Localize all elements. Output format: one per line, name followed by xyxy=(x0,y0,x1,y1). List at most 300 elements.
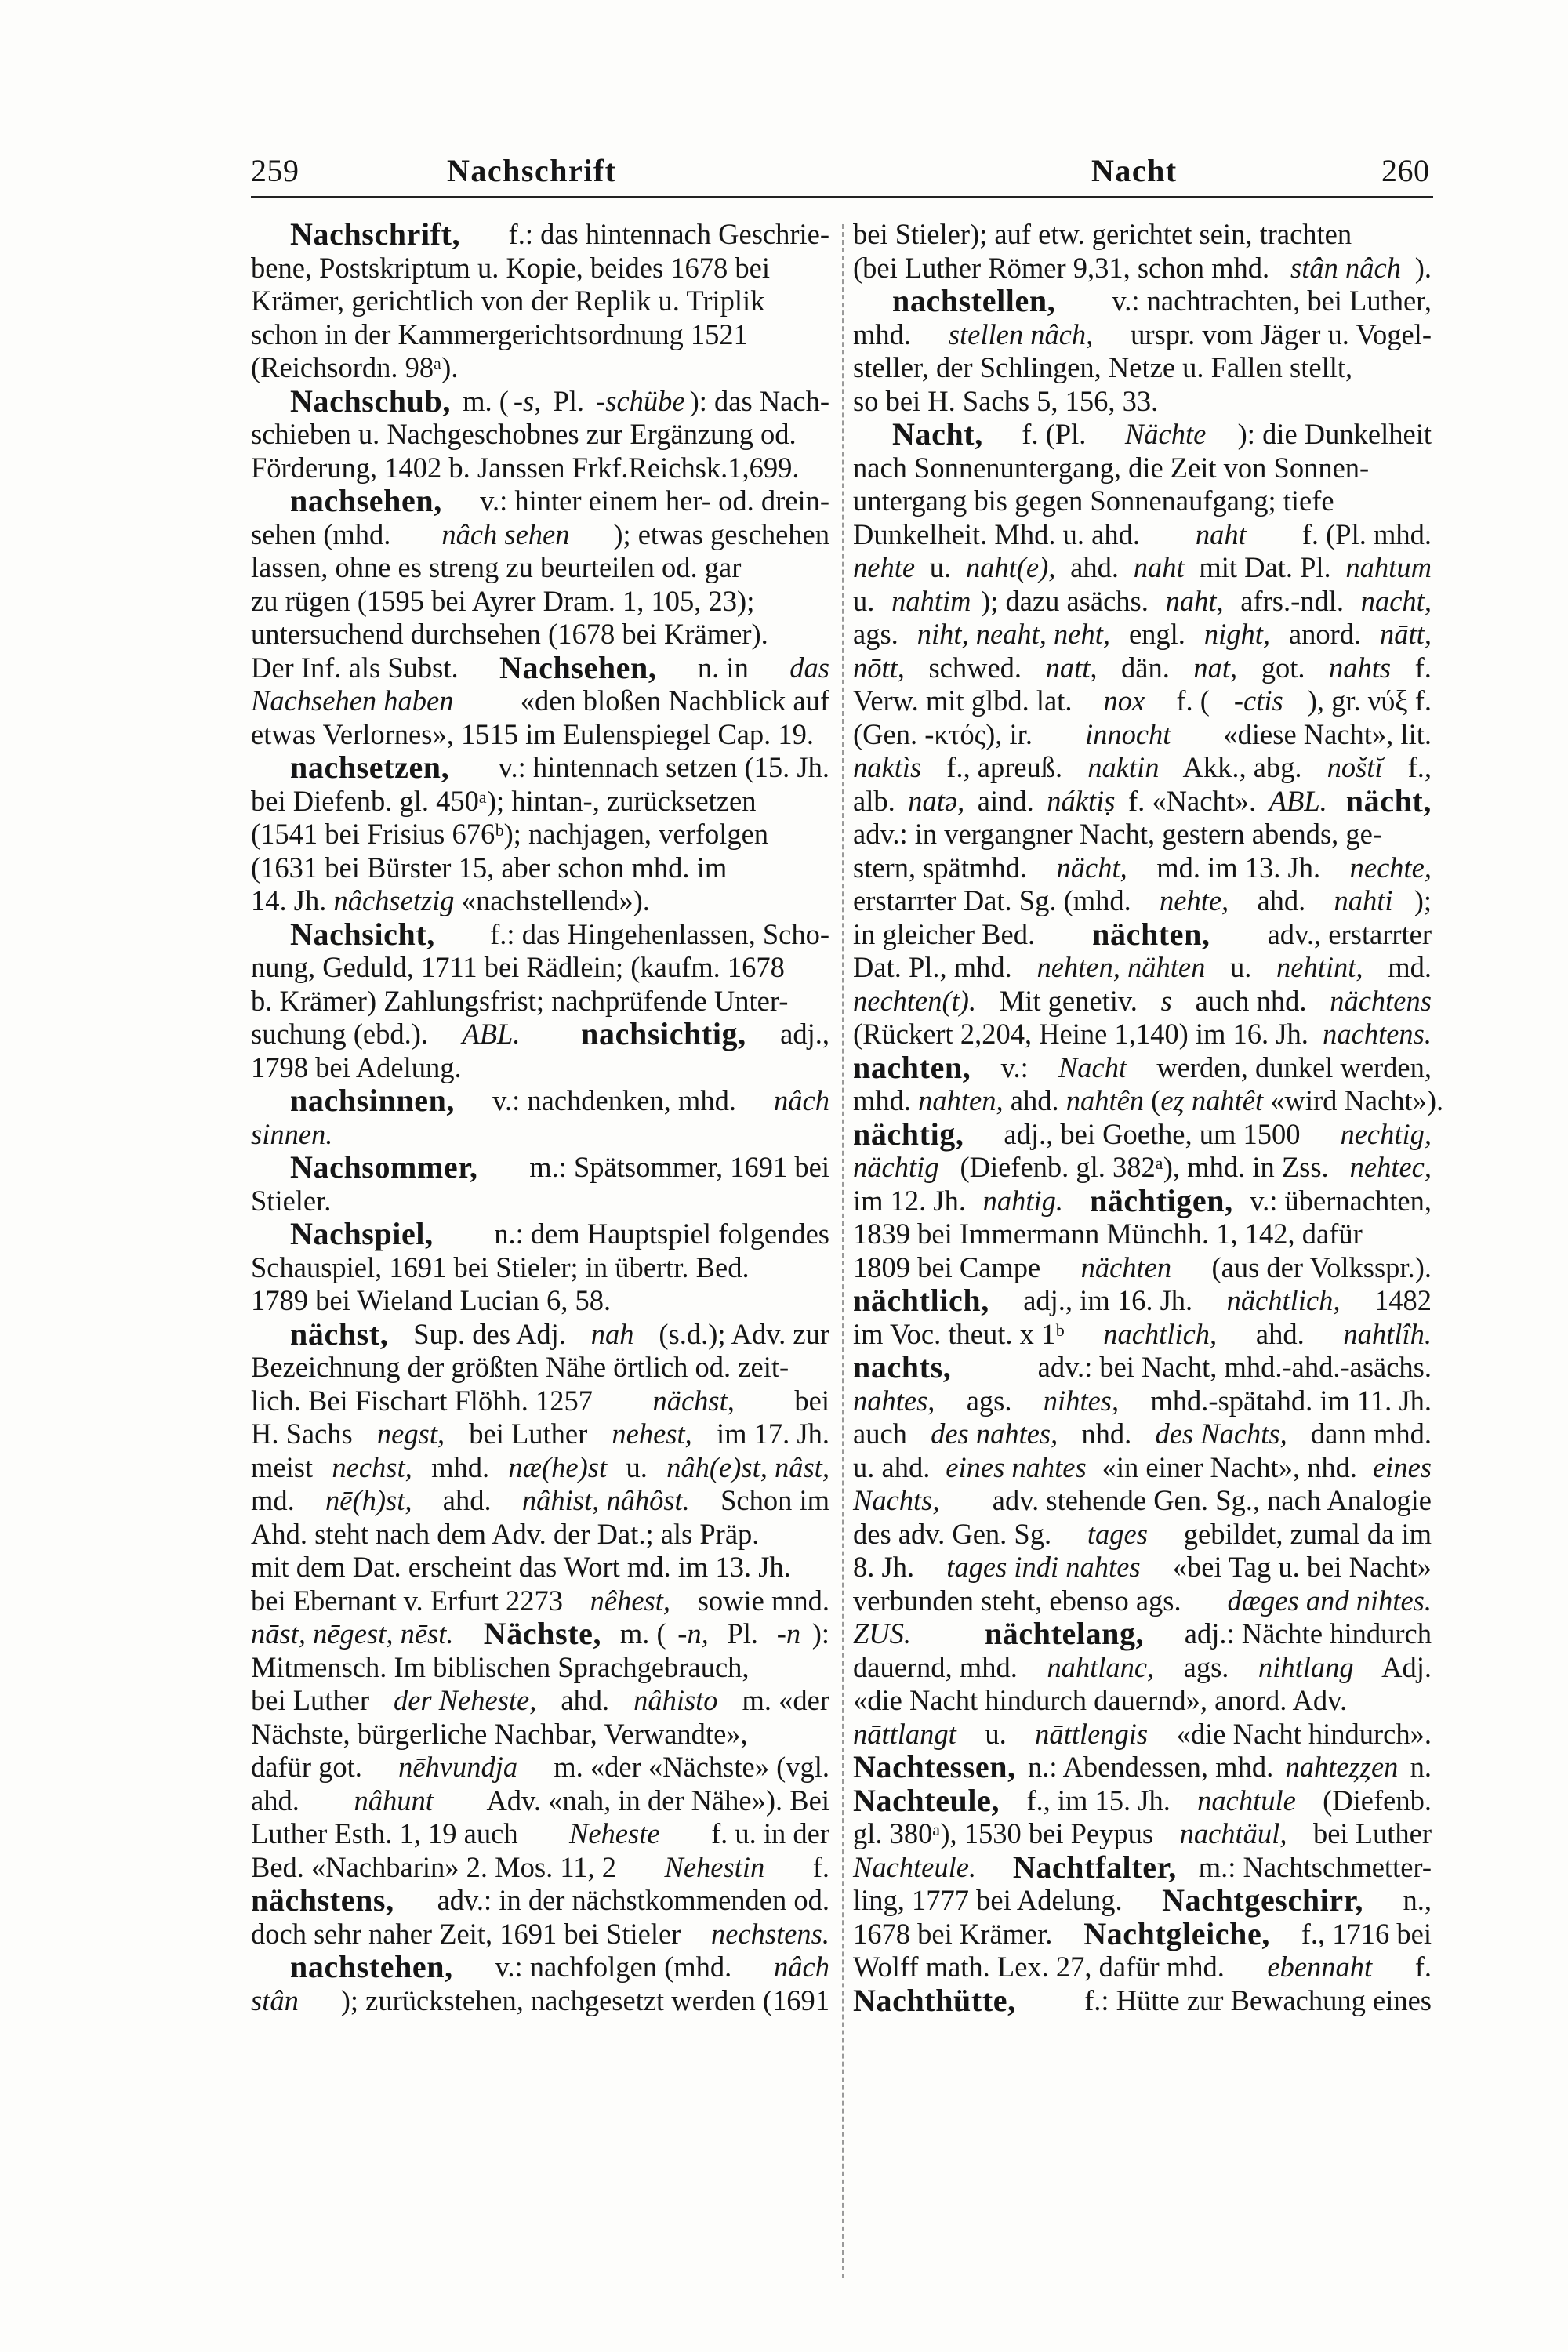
italic-text: des Nachts, xyxy=(1155,1417,1287,1450)
text-run: m. ( xyxy=(455,384,509,417)
headword: nachstehen, xyxy=(290,1949,453,1984)
text-run: ); zurückstehen, nachgesetzt werden (1691 xyxy=(340,1984,829,2016)
text-run: Mit genetiv. xyxy=(992,984,1145,1017)
text-run: Stieler. xyxy=(251,1184,332,1217)
italic-text: das xyxy=(789,651,829,684)
text-run: schwed. xyxy=(921,651,1029,684)
italic-text: nahtlîh. xyxy=(1343,1317,1432,1350)
text-run: m. «der «Nächste» (vgl. xyxy=(546,1751,829,1783)
italic-text: natə, xyxy=(908,784,965,817)
text-line xyxy=(251,649,829,685)
text-run: verbunden steht, ebenso ags. xyxy=(853,1584,1189,1617)
text-line xyxy=(853,1318,1432,1352)
italic-text: Nachsehen haben xyxy=(251,684,454,717)
italic-text: nahtig. xyxy=(982,1184,1063,1217)
italic-text: -s, xyxy=(513,384,542,417)
text-run: stern, spätmhd. xyxy=(853,851,1035,884)
text-run xyxy=(1333,785,1340,818)
text-line xyxy=(251,751,829,785)
text-run xyxy=(465,1617,472,1651)
text-line xyxy=(251,351,829,385)
headword: Nachtessen, xyxy=(853,1749,1016,1784)
italic-text: tages indi nahtes xyxy=(946,1551,1141,1583)
italic-text: stân xyxy=(251,1984,299,2016)
text-line xyxy=(853,818,1432,851)
text-line xyxy=(251,418,829,452)
text-line xyxy=(853,1351,1432,1385)
italic-text: -n, xyxy=(677,1617,709,1650)
text-line xyxy=(853,1651,1432,1685)
text-run xyxy=(1073,1185,1080,1218)
headword: Nachtfalter, xyxy=(1012,1849,1177,1885)
text-line xyxy=(853,485,1432,518)
text-line xyxy=(853,1817,1432,1851)
text-run: doch sehr naher Zeit, 1691 bei Stieler xyxy=(251,1917,688,1950)
text-line xyxy=(853,1584,1432,1618)
italic-text: -n xyxy=(776,1617,801,1650)
text-line xyxy=(251,818,829,851)
text-line xyxy=(251,1951,829,1984)
text-run: m. ( xyxy=(612,1617,666,1650)
headword: nächt, xyxy=(1345,782,1432,818)
headword: nachsehen, xyxy=(290,483,442,518)
text-run: got. xyxy=(1254,651,1312,684)
text-line xyxy=(251,518,829,552)
text-line xyxy=(853,684,1432,718)
italic-text: nahtes, xyxy=(853,1384,935,1417)
right-column xyxy=(853,218,1444,2288)
italic-text: nächtig xyxy=(853,1151,939,1183)
text-run: f. «Nacht». xyxy=(1120,784,1264,817)
italic-text: nehte xyxy=(853,551,916,583)
text-run: f., xyxy=(1400,751,1432,783)
italic-text: nahten, xyxy=(918,1084,1004,1116)
text-line xyxy=(251,684,829,718)
italic-text: nē(h)st, xyxy=(325,1484,412,1516)
text-line xyxy=(853,884,1432,918)
text-run: n.: Abendessen, mhd. xyxy=(1020,1751,1281,1783)
text-run: ags. xyxy=(959,1384,1019,1417)
text-run: auch xyxy=(853,1417,915,1450)
text-line xyxy=(853,1851,1432,1885)
text-run: m.: Nachtschmetter- xyxy=(1191,1850,1432,1883)
text-run: dauernd, mhd. xyxy=(853,1650,1025,1683)
text-line xyxy=(251,1617,829,1651)
text-run: gebildet, zumal da im xyxy=(1176,1517,1432,1550)
text-run: erstarrter Dat. Sg. (mhd. xyxy=(853,884,1138,916)
text-run: adv. stehende Gen. Sg., nach Analogie xyxy=(985,1484,1432,1516)
text-run: Mitmensch. Im biblischen Sprachgebrauch, xyxy=(251,1650,750,1683)
text-run: Dunkelheit. Mhd. u. ahd. xyxy=(853,517,1148,550)
italic-text: Nächte xyxy=(1124,418,1207,450)
text-line xyxy=(853,1182,1432,1218)
italic-text: negst, xyxy=(376,1417,445,1450)
text-line xyxy=(853,1151,1432,1185)
text-line xyxy=(251,485,829,518)
text-line xyxy=(853,1284,1432,1318)
text-run: ahd. xyxy=(251,1784,307,1817)
text-line xyxy=(251,1684,829,1718)
italic-text: nehtec, xyxy=(1349,1151,1432,1183)
text-run: schieben u. Nachgeschobnes zur Ergänzung od. xyxy=(251,418,797,450)
text-line xyxy=(251,1451,829,1485)
text-line xyxy=(251,252,829,285)
header-rule xyxy=(251,196,1433,198)
running-title-left: Nachschrift xyxy=(447,153,617,188)
text-line xyxy=(251,1084,829,1118)
italic-text: Nacht xyxy=(1058,1051,1127,1083)
text-line xyxy=(853,351,1432,385)
text-line xyxy=(853,1784,1432,1818)
italic-text: nechtig, xyxy=(1340,1117,1432,1150)
text-run: u. xyxy=(1222,951,1259,983)
italic-text: nechst, xyxy=(332,1450,412,1483)
text-run: ahd. xyxy=(1063,551,1127,583)
text-run: ahd. xyxy=(1250,884,1313,916)
italic-text: nēhvundja xyxy=(398,1751,518,1783)
text-line xyxy=(853,218,1432,252)
text-line xyxy=(853,1484,1432,1518)
text-run: 1798 bei Adelung. xyxy=(251,1051,462,1083)
italic-text: nāst, nēgest, nēst. xyxy=(251,1617,454,1650)
headword: Nachthütte, xyxy=(853,1982,1016,2018)
italic-text: nāttlangt xyxy=(853,1717,956,1750)
text-run: ( xyxy=(1144,1084,1161,1116)
text-run: bei Luther xyxy=(462,1417,595,1450)
italic-text: nahtlanc, xyxy=(1047,1650,1155,1683)
italic-text: nehten, nähten xyxy=(1036,951,1206,983)
italic-text: nâchsetzig xyxy=(333,884,455,916)
text-run: ); xyxy=(1414,884,1432,916)
text-line xyxy=(853,1684,1432,1718)
italic-text: Nachts, xyxy=(853,1484,940,1516)
text-line xyxy=(853,1751,1432,1784)
text-line xyxy=(251,884,829,918)
italic-text: natt, xyxy=(1045,651,1098,684)
text-line xyxy=(251,1185,829,1218)
text-run: Verw. mit glbd. lat. xyxy=(853,684,1080,717)
italic-text: nat, xyxy=(1193,651,1238,684)
text-run xyxy=(991,1851,998,1885)
text-run: bene, Postskriptum u. Kopie, beides 1678 bei xyxy=(251,251,770,284)
text-run: mhd. xyxy=(853,318,919,350)
text-line xyxy=(251,951,829,985)
text-line xyxy=(251,985,829,1018)
text-line xyxy=(251,1318,829,1352)
text-run: v.: übernachten, xyxy=(1243,1184,1432,1217)
text-run: Ahd. steht nach dem Adv. der Dat.; als Präp. xyxy=(251,1517,760,1550)
text-line xyxy=(853,1084,1444,1118)
text-run: ); dazu asächs. xyxy=(981,584,1156,617)
text-line xyxy=(853,285,1432,318)
italic-text: des nahtes, xyxy=(931,1417,1058,1450)
text-line xyxy=(853,951,1432,985)
text-run: m. «der xyxy=(735,1684,829,1716)
text-run xyxy=(944,1617,951,1651)
text-run: adv., erstarrter xyxy=(1260,917,1432,950)
text-run: (1631 bei Bürster 15, aber schon mhd. im xyxy=(251,851,728,884)
text-line xyxy=(853,1385,1432,1418)
running-title-right: Nacht xyxy=(1091,153,1178,188)
italic-text: nox xyxy=(1103,684,1145,717)
text-run: Adv. «nah, in der Nähe»). Bei xyxy=(481,1784,829,1817)
text-run: Krämer, gerichtlich von der Replik u. Triplik xyxy=(251,285,765,317)
text-line xyxy=(251,1518,829,1552)
text-run: untersuchend durchsehen (1678 bei Krämer). xyxy=(251,618,768,650)
text-run: b. Krämer) Zahlungsfrist; nachprüfende Unter- xyxy=(251,984,789,1017)
italic-text: Neheste xyxy=(569,1817,660,1849)
italic-text: nahtên xyxy=(1065,1084,1145,1116)
text-line xyxy=(853,418,1432,452)
text-line xyxy=(853,851,1432,885)
text-run: u. xyxy=(853,584,882,617)
text-line xyxy=(853,1218,1432,1251)
text-run: 1809 bei Campe xyxy=(853,1250,1048,1283)
text-run: afrs.-ndl. xyxy=(1233,584,1352,617)
text-run: Förderung, 1402 b. Janssen Frkf.Reichsk.1,699. xyxy=(251,451,800,484)
text-line xyxy=(853,551,1432,585)
text-run: sowie mnd. xyxy=(690,1584,829,1617)
text-line xyxy=(853,252,1432,285)
italic-text: nōtt, xyxy=(853,651,905,684)
italic-text: ABL. xyxy=(1269,784,1327,817)
text-run: adv.: in vergangner Nacht, gestern abends, ge- xyxy=(853,818,1383,850)
text-line xyxy=(853,1518,1432,1552)
text-line xyxy=(251,318,829,352)
text-line xyxy=(251,285,829,318)
headword: Nachteule, xyxy=(853,1782,1000,1818)
text-run: mhd. xyxy=(853,1084,919,1116)
italic-text: nah xyxy=(590,1317,634,1350)
text-line xyxy=(251,1551,829,1584)
text-run: nung, Geduld, 1711 bei Rädlein; (kaufm. 1678 xyxy=(251,951,785,983)
text-line xyxy=(251,1417,829,1451)
headword: Nachsicht, xyxy=(290,916,435,952)
headword: nachsetzen, xyxy=(290,750,450,785)
text-line xyxy=(251,585,829,619)
headword: Nachsommer, xyxy=(290,1149,478,1185)
text-run: 1482 xyxy=(1367,1284,1432,1316)
italic-text: stellen nâch, xyxy=(948,318,1094,350)
text-run: u. xyxy=(619,1450,655,1483)
text-line xyxy=(251,1218,829,1251)
text-line xyxy=(853,452,1432,485)
text-line xyxy=(853,1551,1432,1584)
italic-text: nâhunt xyxy=(354,1784,434,1817)
italic-text: nâh(e)st, nâst, xyxy=(666,1450,829,1483)
italic-text: -schübe xyxy=(596,384,685,417)
text-run: «die Nacht hindurch». xyxy=(1169,1717,1432,1750)
text-line xyxy=(853,1251,1432,1285)
text-run: Sup. des Adj. xyxy=(406,1317,574,1350)
text-line xyxy=(853,585,1432,619)
text-run: ags. xyxy=(1176,1650,1236,1683)
headword: nachsichtig, xyxy=(581,1016,746,1051)
headword: nächtig, xyxy=(853,1116,964,1152)
text-run: zu rügen (1595 bei Ayrer Dram. 1, 105, 23); xyxy=(251,584,755,617)
text-run: bei Stieler); auf etw. gerichtet sein, trachten xyxy=(853,218,1352,250)
text-line xyxy=(251,1718,829,1751)
text-line xyxy=(251,385,829,419)
italic-text: noštĭ xyxy=(1327,751,1383,783)
text-run: bei Diefenb. gl. 450ᵃ); hintan-, zurücksetzen xyxy=(251,784,757,817)
italic-text: naht(e), xyxy=(965,551,1056,583)
text-run: n., xyxy=(1396,1884,1432,1916)
text-run: (Reichsordn. 98ᵃ). xyxy=(251,351,459,383)
text-run: ahd. xyxy=(435,1484,499,1516)
italic-text: nahtim xyxy=(891,584,971,617)
text-run: (Rückert 2,204, Heine 1,140) im 16. Jh. xyxy=(853,1018,1316,1050)
text-line xyxy=(251,1251,829,1285)
text-line xyxy=(251,718,829,752)
text-line xyxy=(251,1284,829,1318)
headword: Nachspiel, xyxy=(290,1216,434,1251)
text-line xyxy=(853,782,1432,818)
italic-text: nâch sehen xyxy=(441,517,570,550)
text-run: dann mhd. xyxy=(1303,1417,1432,1450)
text-run: (bei Luther Römer 9,31, schon mhd. xyxy=(853,251,1277,284)
text-run: ), gr. νύξ f. xyxy=(1307,684,1432,717)
text-run: f., 1716 bei xyxy=(1294,1917,1432,1950)
headword: Nachsehen, xyxy=(499,649,657,685)
text-run: bei Luther xyxy=(251,1684,377,1716)
text-run: f. xyxy=(1407,651,1432,684)
text-run: f. (Pl. mhd. xyxy=(1294,517,1432,550)
text-line xyxy=(251,1051,829,1085)
text-run: Bed. «Nachbarin» 2. Mos. 11, 2 xyxy=(251,1850,624,1883)
italic-text: tages xyxy=(1087,1517,1148,1550)
text-run: 8. Jh. xyxy=(853,1551,922,1583)
italic-text: nehte, xyxy=(1160,884,1229,916)
text-run: Pl. xyxy=(720,1617,766,1650)
italic-text: nächtens xyxy=(1330,984,1432,1017)
text-run: ): das Nach- xyxy=(689,384,829,417)
text-line xyxy=(251,1151,829,1185)
italic-text: nachtens. xyxy=(1323,1018,1432,1050)
italic-text: nahteȥȥen xyxy=(1285,1751,1399,1783)
italic-text: innocht xyxy=(1084,717,1171,750)
headword: nachsinnen, xyxy=(290,1083,456,1118)
text-line xyxy=(251,1018,829,1051)
text-run: steller, der Schlingen, Netze u. Fallen stellt, xyxy=(853,351,1353,383)
italic-text: s xyxy=(1160,984,1172,1017)
text-line xyxy=(853,718,1432,752)
italic-text: nātt, xyxy=(1380,618,1432,650)
text-run: suchung (ebd.). xyxy=(251,1018,436,1050)
italic-text: nächt, xyxy=(1056,851,1127,884)
text-line xyxy=(853,385,1432,419)
text-run: u. ahd. xyxy=(853,1450,938,1483)
text-run: f. u. in der xyxy=(703,1817,829,1849)
text-run: in gleicher Bed. xyxy=(853,917,1043,950)
headword: nächstens, xyxy=(251,1882,394,1918)
text-run: bei Ebernant v. Erfurt 2273 xyxy=(251,1584,571,1617)
text-run: n. in xyxy=(690,651,756,684)
text-line xyxy=(251,1918,829,1951)
text-line xyxy=(251,1351,829,1385)
italic-text: eines xyxy=(1372,1450,1432,1483)
text-line xyxy=(251,1651,829,1685)
text-run: f.: das Hingehenlassen, Scho- xyxy=(483,917,829,950)
text-run: lassen, ohne es streng zu beurteilen od. gar xyxy=(251,551,742,583)
italic-text: nāttlengis xyxy=(1035,1717,1149,1750)
italic-text: ABL. xyxy=(462,1018,521,1050)
text-line xyxy=(853,1915,1432,1951)
italic-text: nehest, xyxy=(612,1417,692,1450)
headword: nachstellen, xyxy=(892,283,1056,318)
headword: nachts, xyxy=(853,1349,952,1385)
text-run: ags. xyxy=(853,618,906,650)
text-run: f., im 15. Jh. xyxy=(1019,1784,1178,1817)
text-line xyxy=(251,851,829,885)
italic-text: nahtum xyxy=(1345,551,1432,583)
text-line xyxy=(251,1784,829,1818)
left-column xyxy=(251,218,829,2288)
text-run: ). xyxy=(1414,251,1432,284)
text-run: «wird Nacht»). xyxy=(1263,1084,1444,1116)
text-run: ling, 1777 bei Adelung. xyxy=(853,1884,1130,1916)
italic-text: náktiṣ xyxy=(1047,784,1116,817)
italic-text: Nachteule. xyxy=(853,1850,977,1883)
text-run: Bezeichnung der größten Nähe örtlich od. zeit- xyxy=(251,1351,789,1383)
italic-text: nacht, xyxy=(1360,584,1432,617)
text-run: n. xyxy=(1403,1751,1432,1783)
text-line xyxy=(853,518,1432,552)
italic-text: der Neheste, xyxy=(393,1684,537,1716)
text-run: so bei H. Sachs 5, 156, 33. xyxy=(853,384,1159,417)
text-run: 1789 bei Wieland Lucian 6, 58. xyxy=(251,1284,612,1316)
italic-text: ZUS. xyxy=(853,1617,912,1650)
text-run: (s.d.); Adv. zur xyxy=(652,1317,829,1350)
text-line xyxy=(251,1584,829,1618)
text-run: adj.: Nächte hindurch xyxy=(1177,1617,1432,1650)
text-line xyxy=(853,1451,1432,1485)
text-run: aind. xyxy=(970,784,1041,817)
text-run: Akk., abg. xyxy=(1177,751,1309,783)
column-separator xyxy=(842,224,844,2278)
text-run: Dat. Pl., mhd. xyxy=(853,951,1019,983)
italic-text: nechten(t). xyxy=(853,984,977,1017)
headword: Nächste, xyxy=(483,1616,602,1651)
headword: nächtelang, xyxy=(984,1616,1145,1651)
italic-text: eȥ nahtêt xyxy=(1160,1084,1264,1116)
text-run: «die Nacht hindurch dauernd», anord. Adv. xyxy=(853,1684,1348,1716)
text-run: (Diefenb. xyxy=(1316,1784,1432,1817)
text-run: u. xyxy=(922,551,959,583)
text-run: n.: dem Hauptspiel folgendes xyxy=(487,1218,829,1250)
text-line xyxy=(853,1417,1432,1451)
headword: Nachtgleiche, xyxy=(1083,1915,1270,1951)
italic-text: naktìs xyxy=(853,751,922,783)
italic-text: naktin xyxy=(1087,751,1160,783)
text-line xyxy=(853,1118,1432,1152)
text-run: f.: Hütte zur Bewachung eines xyxy=(1076,1984,1432,2016)
italic-text: niht, neaht, neht, xyxy=(916,618,1111,650)
text-run: werden, dunkel werden, xyxy=(1149,1051,1432,1083)
text-line xyxy=(251,551,829,585)
text-line xyxy=(251,218,829,252)
text-run: anord. xyxy=(1281,618,1369,650)
italic-text: sinnen. xyxy=(251,1117,333,1150)
text-run: nach Sonnenuntergang, die Zeit von Sonnen- xyxy=(853,451,1370,484)
italic-text: nächten xyxy=(1080,1250,1172,1283)
text-run: adj., im 16. Jh. xyxy=(1016,1284,1200,1316)
text-line xyxy=(853,1718,1432,1751)
text-run: ): die Dunkelheit xyxy=(1237,418,1432,450)
italic-text: ebennaht xyxy=(1267,1951,1373,1983)
text-line xyxy=(251,1385,829,1418)
text-line xyxy=(251,1851,829,1885)
